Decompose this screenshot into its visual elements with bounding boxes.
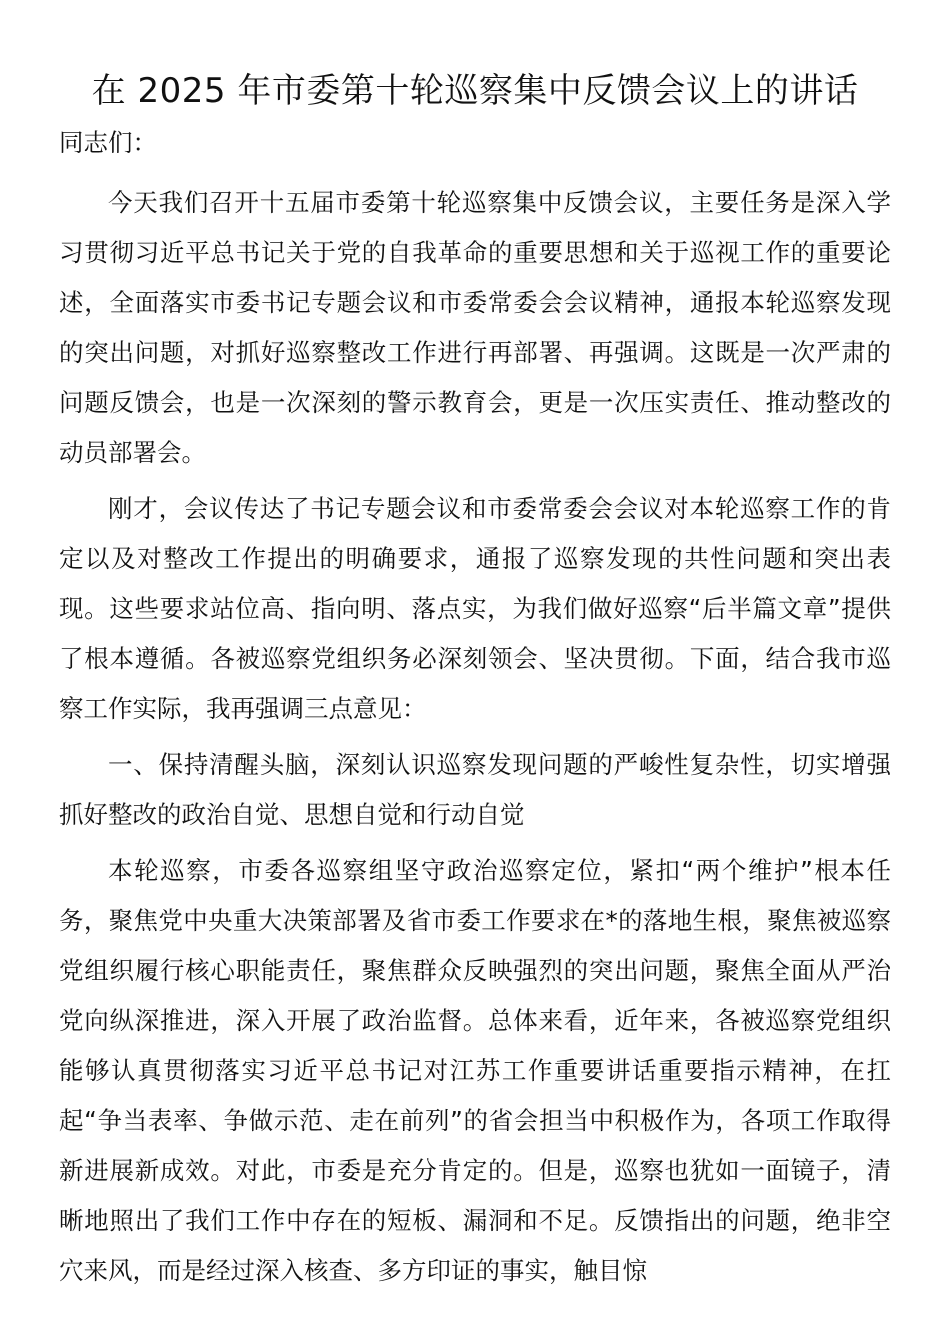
document-body xyxy=(59,118,891,1302)
paragraph-2: 刚才，会议传达了书记专题会议和市委常委会会议对本轮巡察工作的肯定以及对整改工作提出的明确要求，通报了巡察发现的共性问题和突出表现。这些要求站位高、指向明、落点实，为我们做好巡察“后半篇文章”提供了根本遵循。各被巡察党组织务必深刻领会、坚决贯彻。下面，结合我市巡察工作实际，我再强调三点意见： xyxy=(59,494,891,723)
paragraph-3: 本轮巡察，市委各巡察组坚守政治巡察定位，紧扣“两个维护”根本任务，聚焦党中央重大决策部署及省市委工作要求在*的落地生根，聚焦被巡察党组织履行核心职能责任，聚焦群众反映强烈的突出问题，聚焦全面从严治党向纵深推进，深入开展了政治监督。总体来看，近年来，各被巡察党组织能够认真贯彻落实习近平总书记对江苏工作重要讲话重要指示精神，在扛起“争当表率、争做示范、走在前列”的省会担当中积极作为，各项工作取得新进展新成效。对此，市委是充分肯定的。但是，巡察也犹如一面镜子，清晰地照出了我们工作中存在的短板、漏洞和不足。反馈指出的问题，绝非空穴来风，而是经过深入核查、多方印证的事实，触目惊 xyxy=(59,856,891,1285)
salutation: 同志们： xyxy=(59,128,157,157)
paragraph-1: 今天我们召开十五届市委第十轮巡察集中反馈会议，主要任务是深入学习贯彻习近平总书记关于党的自我革命的重要思想和关于巡视工作的重要论述，全面落实市委书记专题会议和市委常委会会议精神，通报本轮巡察发现的突出问题，对抓好巡察整改工作进行再部署、再强调。这既是一次严肃的问题反馈会，也是一次深刻的警示教育会，更是一次压实责任、推动整改的动员部署会。 xyxy=(59,188,891,467)
section-heading-1: 一、保持清醒头脑，深刻认识巡察发现问题的严峻性复杂性，切实增强抓好整改的政治自觉、思想自觉和行动自觉 xyxy=(59,750,891,829)
document-title: 在 2025 年市委第十轮巡察集中反馈会议上的讲话 xyxy=(91,71,859,111)
